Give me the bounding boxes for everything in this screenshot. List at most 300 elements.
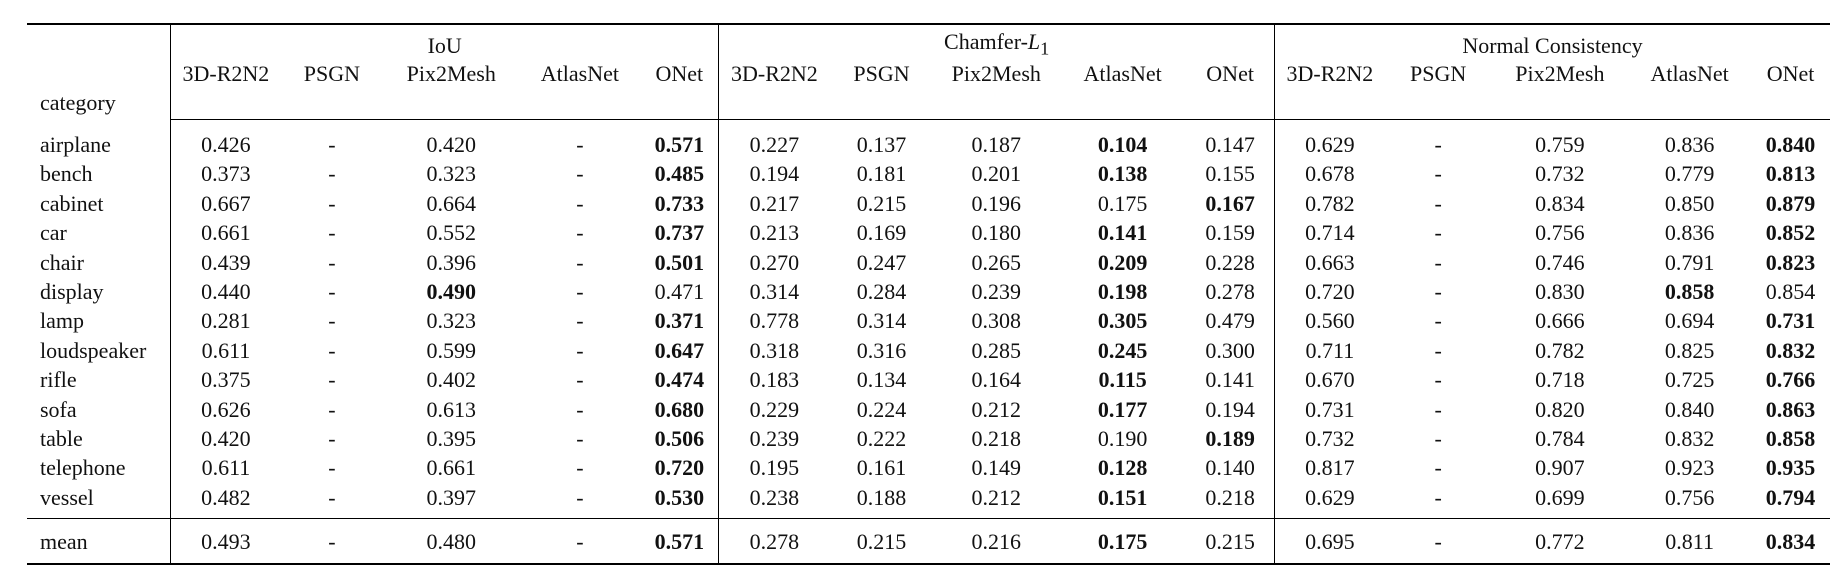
iou-value-cell: - xyxy=(328,249,336,275)
normal-value-cell xyxy=(1751,120,1830,160)
category-cell: table xyxy=(40,425,83,451)
header-spacer-cell xyxy=(1751,89,1830,120)
best-value: 0.115 xyxy=(1098,367,1147,393)
iou-value-cell: - xyxy=(328,484,336,510)
header-spacer-cell xyxy=(719,89,829,120)
iou-value-cell: 0.611 xyxy=(170,454,280,483)
chamfer-value-cell: 0.215 xyxy=(1186,519,1274,565)
iou-value-cell: 0.552 xyxy=(426,220,476,246)
table-row-cabinet xyxy=(27,189,1830,218)
header-spacer-cell xyxy=(1059,89,1186,120)
chamfer-label-italic: L xyxy=(1027,29,1041,54)
normal-value-cell: 0.784 xyxy=(1535,425,1585,451)
iou-value-cell: 0.599 xyxy=(426,337,476,363)
normal-value-cell: - xyxy=(1434,220,1442,246)
normal-value-cell: 0.725 xyxy=(1664,367,1715,393)
header-spacer-cell xyxy=(640,89,719,120)
normal-value-cell: 0.811 xyxy=(1628,519,1751,565)
chamfer-value-cell xyxy=(1059,483,1186,519)
iou-value-cell: - xyxy=(520,519,641,565)
chamfer-value-cell xyxy=(1059,277,1186,306)
normal-value-cell: 0.718 xyxy=(1535,367,1585,393)
best-value: 0.794 xyxy=(1765,484,1816,510)
iou-value-cell: 0.373 xyxy=(170,160,280,189)
table-row-bench xyxy=(27,160,1830,189)
iou-value-cell: - xyxy=(576,161,584,187)
method-header-normal-atlasnet: AtlasNet xyxy=(1650,61,1729,87)
chamfer-value-cell: 0.175 xyxy=(1097,190,1148,216)
normal-value-cell: 0.759 xyxy=(1535,132,1585,158)
best-value: 0.167 xyxy=(1205,190,1255,216)
normal-value-cell: 0.836 xyxy=(1664,220,1715,246)
best-value: 0.501 xyxy=(654,249,705,275)
chamfer-value-cell: 0.318 xyxy=(719,336,829,365)
category-cell: loudspeaker xyxy=(40,337,147,363)
best-value: 0.834 xyxy=(1765,529,1816,555)
header-spacer-row xyxy=(27,89,1830,120)
table-row-airplane xyxy=(27,120,1830,160)
chamfer-value-cell: 0.314 xyxy=(856,308,907,334)
category-cell: bench xyxy=(40,161,93,187)
iou-value-cell: - xyxy=(576,425,584,451)
iou-value-cell: - xyxy=(328,132,336,158)
normal-value-cell: 0.731 xyxy=(1274,395,1384,424)
best-value: 0.209 xyxy=(1097,249,1148,275)
normal-value-cell: - xyxy=(1434,396,1442,422)
normal-value-cell: 0.560 xyxy=(1274,307,1384,336)
chamfer-value-cell: 0.201 xyxy=(971,161,1022,187)
best-value: 0.198 xyxy=(1097,279,1148,305)
method-header-normal-psgn: PSGN xyxy=(1410,61,1467,87)
iou-value-cell: 0.420 xyxy=(170,424,280,453)
normal-value-cell: 0.629 xyxy=(1274,120,1384,160)
normal-value-cell xyxy=(1751,248,1830,277)
best-value: 0.138 xyxy=(1097,161,1148,187)
iou-value-cell: - xyxy=(328,161,336,187)
category-cell: sofa xyxy=(40,396,77,422)
method-header-normal-3d-r2n2: 3D-R2N2 xyxy=(1274,59,1384,89)
chamfer-value-cell: 0.218 xyxy=(1205,484,1255,510)
iou-value-cell: - xyxy=(576,132,584,158)
table-row-chair xyxy=(27,248,1830,277)
normal-value-cell: 0.695 xyxy=(1274,519,1384,565)
normal-value-cell: 0.836 xyxy=(1664,132,1715,158)
iou-value-cell: 0.664 xyxy=(426,190,476,216)
best-value: 0.490 xyxy=(426,279,476,305)
table-row-display xyxy=(27,277,1830,306)
normal-value-cell: - xyxy=(1434,308,1442,334)
category-cell: display xyxy=(40,279,104,305)
header-spacer-cell xyxy=(383,89,520,120)
category-cell: lamp xyxy=(40,308,84,334)
chamfer-value-cell: 0.155 xyxy=(1205,161,1255,187)
method-header-iou-pix2mesh: Pix2Mesh xyxy=(406,61,496,87)
normal-value-cell: 0.772 xyxy=(1491,519,1628,565)
chamfer-value-cell xyxy=(1059,336,1186,365)
normal-value-cell: 0.840 xyxy=(1664,396,1715,422)
iou-value-cell: - xyxy=(328,308,336,334)
normal-value-cell: 0.820 xyxy=(1535,396,1585,422)
normal-value-cell: - xyxy=(1434,484,1442,510)
normal-value-cell: 0.817 xyxy=(1274,454,1384,483)
iou-value-cell xyxy=(640,336,719,365)
category-cell: rifle xyxy=(40,367,77,393)
chamfer-value-cell xyxy=(1059,519,1186,565)
iou-value-cell: - xyxy=(576,220,584,246)
method-header-iou-psgn: PSGN xyxy=(303,61,360,87)
chamfer-value-cell: 0.187 xyxy=(971,132,1022,158)
best-value: 0.245 xyxy=(1097,337,1148,363)
table-row-telephone xyxy=(27,454,1830,483)
header-spacer-cell xyxy=(520,89,641,120)
best-value: 0.189 xyxy=(1205,425,1255,451)
normal-value-cell: 0.711 xyxy=(1274,336,1384,365)
normal-value-cell: 0.756 xyxy=(1535,220,1585,246)
normal-value-cell: 0.746 xyxy=(1535,249,1585,275)
chamfer-value-cell: 0.314 xyxy=(719,277,829,306)
chamfer-value-cell: 0.196 xyxy=(971,190,1022,216)
table-row-sofa xyxy=(27,395,1830,424)
normal-value-cell: 0.699 xyxy=(1535,484,1585,510)
method-header-chamfer-onet: ONet xyxy=(1206,61,1254,87)
chamfer-value-cell: 0.224 xyxy=(856,396,907,422)
iou-value-cell: 0.480 xyxy=(383,519,520,565)
best-value: 0.840 xyxy=(1765,132,1816,158)
normal-value-cell: 0.670 xyxy=(1274,366,1384,395)
iou-value-cell xyxy=(640,160,719,189)
best-value: 0.371 xyxy=(654,308,705,334)
iou-value-cell: 0.440 xyxy=(170,277,280,306)
chamfer-value-cell: 0.194 xyxy=(1205,396,1255,422)
chamfer-value-cell: 0.213 xyxy=(719,219,829,248)
iou-value-cell: - xyxy=(328,337,336,363)
normal-value-cell xyxy=(1751,366,1830,395)
iou-value-cell: 0.471 xyxy=(654,279,705,305)
normal-value-cell: 0.629 xyxy=(1274,483,1384,519)
chamfer-value-cell: 0.149 xyxy=(971,455,1022,481)
chamfer-value-cell: 0.190 xyxy=(1097,425,1148,451)
iou-value-cell: - xyxy=(328,455,336,481)
normal-value-cell: - xyxy=(1434,455,1442,481)
normal-value-cell: 0.732 xyxy=(1535,161,1585,187)
iou-value-cell xyxy=(640,366,719,395)
iou-value-cell xyxy=(640,424,719,453)
chamfer-value-cell: 0.316 xyxy=(856,337,907,363)
iou-value-cell: - xyxy=(576,484,584,510)
normal-value-cell: - xyxy=(1434,132,1442,158)
iou-value-cell xyxy=(640,395,719,424)
group-header-row xyxy=(27,24,1830,59)
iou-value-cell: - xyxy=(576,249,584,275)
best-value: 0.128 xyxy=(1097,455,1148,481)
normal-value-cell: 0.663 xyxy=(1274,248,1384,277)
normal-value-cell: 0.907 xyxy=(1535,455,1585,481)
table-row-mean xyxy=(27,519,1830,565)
chamfer-value-cell: 0.300 xyxy=(1205,337,1255,363)
normal-value-cell: 0.923 xyxy=(1664,455,1715,481)
chamfer-value-cell: 0.215 xyxy=(856,190,907,216)
iou-value-cell: 0.661 xyxy=(170,219,280,248)
group-header-chamfer xyxy=(719,24,1274,59)
chamfer-value-cell: 0.228 xyxy=(1205,249,1255,275)
iou-value-cell: 0.426 xyxy=(170,120,280,160)
iou-value-cell: 0.493 xyxy=(170,519,280,565)
iou-value-cell xyxy=(640,248,719,277)
method-header-iou-onet: ONet xyxy=(655,61,704,87)
iou-value-cell: - xyxy=(576,308,584,334)
normal-value-cell: - xyxy=(1385,519,1492,565)
category-cell: telephone xyxy=(40,455,126,481)
header-spacer-cell xyxy=(1628,89,1751,120)
method-header-chamfer-atlasnet: AtlasNet xyxy=(1083,61,1162,87)
normal-value-cell xyxy=(1628,277,1751,306)
results-table xyxy=(27,23,1830,565)
chamfer-value-cell: 0.479 xyxy=(1205,308,1255,334)
chamfer-value-cell xyxy=(1186,424,1274,453)
best-value: 0.177 xyxy=(1097,396,1148,422)
group-header-iou: IoU xyxy=(170,24,719,59)
chamfer-value-cell: 0.216 xyxy=(934,519,1059,565)
iou-value-cell: 0.323 xyxy=(426,161,476,187)
normal-value-cell xyxy=(1751,424,1830,453)
chamfer-value-cell xyxy=(1059,366,1186,395)
chamfer-value-cell: 0.778 xyxy=(719,307,829,336)
table-row-table xyxy=(27,424,1830,453)
table-row-rifle xyxy=(27,366,1830,395)
chamfer-value-cell xyxy=(1059,248,1186,277)
chamfer-value-cell: 0.181 xyxy=(856,161,907,187)
chamfer-value-cell xyxy=(1059,454,1186,483)
iou-value-cell: - xyxy=(328,279,336,305)
chamfer-value-cell xyxy=(1186,189,1274,218)
best-value: 0.858 xyxy=(1765,425,1816,451)
normal-value-cell: 0.825 xyxy=(1664,337,1715,363)
iou-value-cell: - xyxy=(328,425,336,451)
iou-value-cell: 0.626 xyxy=(170,395,280,424)
chamfer-value-cell: 0.169 xyxy=(856,220,907,246)
iou-value-cell: - xyxy=(328,396,336,422)
chamfer-label: Chamfer- xyxy=(944,29,1028,54)
normal-value-cell xyxy=(1751,454,1830,483)
best-value: 0.151 xyxy=(1097,484,1148,510)
best-value: 0.305 xyxy=(1097,308,1148,334)
method-header-normal-pix2mesh: Pix2Mesh xyxy=(1515,61,1605,87)
chamfer-value-cell: 0.212 xyxy=(971,484,1022,510)
iou-value-cell: - xyxy=(281,519,383,565)
chamfer-value-cell xyxy=(1059,219,1186,248)
best-value: 0.571 xyxy=(654,132,705,158)
header-spacer-cell xyxy=(1491,89,1628,120)
best-value: 0.104 xyxy=(1097,132,1148,158)
header-spacer-cell xyxy=(829,89,933,120)
iou-value-cell xyxy=(640,454,719,483)
method-header-chamfer-3d-r2n2: 3D-R2N2 xyxy=(719,59,829,89)
chamfer-value-cell xyxy=(1059,160,1186,189)
method-header-chamfer-pix2mesh: Pix2Mesh xyxy=(951,61,1041,87)
chamfer-value-cell xyxy=(1059,395,1186,424)
normal-value-cell: 0.678 xyxy=(1274,160,1384,189)
category-header: category xyxy=(40,89,116,115)
chamfer-value-cell: 0.247 xyxy=(856,249,907,275)
best-value: 0.733 xyxy=(654,190,705,216)
normal-value-cell: 0.832 xyxy=(1664,425,1715,451)
normal-value-cell xyxy=(1751,307,1830,336)
best-value: 0.720 xyxy=(654,455,705,481)
chamfer-value-cell: 0.278 xyxy=(1205,279,1255,305)
iou-value-cell xyxy=(640,219,719,248)
best-value: 0.863 xyxy=(1765,396,1816,422)
chamfer-value-cell: 0.164 xyxy=(971,367,1022,393)
chamfer-value-cell: 0.183 xyxy=(719,366,829,395)
chamfer-value-cell: 0.227 xyxy=(719,120,829,160)
iou-value-cell xyxy=(640,189,719,218)
table-row-lamp xyxy=(27,307,1830,336)
header-spacer-cell xyxy=(1274,89,1384,120)
chamfer-value-cell: 0.195 xyxy=(719,454,829,483)
chamfer-value-cell: 0.159 xyxy=(1205,220,1255,246)
normal-value-cell: - xyxy=(1434,190,1442,216)
normal-value-cell xyxy=(1751,189,1830,218)
chamfer-value-cell: 0.137 xyxy=(856,132,907,158)
header-spacer-cell xyxy=(934,89,1059,120)
best-value: 0.647 xyxy=(654,337,705,363)
normal-value-cell: 0.834 xyxy=(1535,190,1585,216)
table-row-loudspeaker xyxy=(27,336,1830,365)
method-header-chamfer-psgn: PSGN xyxy=(853,61,910,87)
best-value: 0.858 xyxy=(1664,279,1715,305)
header-spacer-cell xyxy=(170,89,280,120)
normal-value-cell: - xyxy=(1434,337,1442,363)
iou-value-cell: - xyxy=(576,455,584,481)
normal-value-cell xyxy=(1751,395,1830,424)
normal-value-cell xyxy=(1751,336,1830,365)
iou-value-cell: - xyxy=(576,396,584,422)
chamfer-value-cell: 0.239 xyxy=(719,424,829,453)
chamfer-value-cell: 0.308 xyxy=(971,308,1022,334)
chamfer-value-cell: 0.285 xyxy=(971,337,1022,363)
chamfer-value-cell: 0.188 xyxy=(856,484,907,510)
normal-value-cell: 0.850 xyxy=(1664,190,1715,216)
category-cell: vessel xyxy=(40,484,94,510)
chamfer-value-cell: 0.229 xyxy=(719,395,829,424)
best-value: 0.680 xyxy=(654,396,705,422)
best-value: 0.737 xyxy=(654,220,705,246)
best-value: 0.506 xyxy=(654,425,705,451)
chamfer-value-cell: 0.218 xyxy=(971,425,1022,451)
iou-value-cell: 0.396 xyxy=(426,249,476,275)
header-spacer-cell xyxy=(281,89,383,120)
iou-value-cell: 0.395 xyxy=(426,425,476,451)
iou-value-cell: 0.439 xyxy=(170,248,280,277)
method-header-row xyxy=(27,59,1830,89)
normal-value-cell: 0.782 xyxy=(1535,337,1585,363)
normal-value-cell: - xyxy=(1434,425,1442,451)
iou-value-cell: 0.375 xyxy=(170,366,280,395)
iou-value-cell: - xyxy=(328,220,336,246)
iou-value-cell xyxy=(640,307,719,336)
iou-value-cell xyxy=(640,483,719,519)
normal-value-cell xyxy=(1751,519,1830,565)
header-spacer-cell xyxy=(1385,89,1492,120)
iou-value-cell xyxy=(640,120,719,160)
best-value: 0.571 xyxy=(654,529,705,555)
normal-value-cell: - xyxy=(1434,279,1442,305)
normal-value-cell: - xyxy=(1434,161,1442,187)
iou-value-cell: - xyxy=(328,367,336,393)
table-body xyxy=(27,120,1830,565)
best-value: 0.935 xyxy=(1765,455,1816,481)
method-header-normal-onet: ONet xyxy=(1766,61,1815,87)
normal-value-cell: 0.779 xyxy=(1664,161,1715,187)
normal-value-cell: 0.782 xyxy=(1274,189,1384,218)
normal-value-cell: 0.694 xyxy=(1664,308,1715,334)
iou-value-cell: 0.323 xyxy=(426,308,476,334)
iou-value-cell: 0.397 xyxy=(426,484,476,510)
best-value: 0.832 xyxy=(1765,337,1816,363)
best-value: 0.141 xyxy=(1097,220,1148,246)
normal-value-cell xyxy=(1751,160,1830,189)
iou-value-cell: 0.402 xyxy=(426,367,476,393)
iou-value-cell: 0.611 xyxy=(170,336,280,365)
chamfer-value-cell xyxy=(1059,307,1186,336)
best-value: 0.823 xyxy=(1765,249,1816,275)
table-row-vessel xyxy=(27,483,1830,519)
iou-value-cell: 0.667 xyxy=(170,189,280,218)
chamfer-value-cell: 0.270 xyxy=(719,248,829,277)
normal-value-cell: 0.666 xyxy=(1535,308,1585,334)
chamfer-value-cell: 0.222 xyxy=(856,425,907,451)
chamfer-value-cell xyxy=(1059,120,1186,160)
normal-value-cell xyxy=(1751,219,1830,248)
best-value: 0.813 xyxy=(1765,161,1816,187)
chamfer-label-subscript: 1 xyxy=(1040,38,1050,59)
chamfer-value-cell: 0.278 xyxy=(719,519,829,565)
normal-value-cell: - xyxy=(1434,367,1442,393)
iou-value-cell: - xyxy=(576,279,584,305)
best-value: 0.879 xyxy=(1765,190,1816,216)
header-spacer-cell xyxy=(1186,89,1274,120)
category-cell: cabinet xyxy=(40,190,104,216)
category-cell: airplane xyxy=(40,131,111,157)
normal-value-cell: 0.732 xyxy=(1274,424,1384,453)
chamfer-value-cell: 0.141 xyxy=(1205,367,1255,393)
chamfer-value-cell: 0.284 xyxy=(856,279,907,305)
chamfer-value-cell: 0.161 xyxy=(856,455,907,481)
chamfer-value-cell: 0.194 xyxy=(719,160,829,189)
iou-value-cell: - xyxy=(328,190,336,216)
normal-value-cell xyxy=(1751,483,1830,519)
normal-value-cell: - xyxy=(1434,249,1442,275)
iou-value-cell xyxy=(383,277,520,306)
category-cell: car xyxy=(40,220,67,246)
normal-value-cell: 0.756 xyxy=(1664,484,1715,510)
chamfer-value-cell: 0.238 xyxy=(719,483,829,519)
chamfer-value-cell: 0.212 xyxy=(971,396,1022,422)
normal-value-cell: 0.854 xyxy=(1765,279,1816,305)
best-value: 0.731 xyxy=(1765,308,1816,334)
best-value: 0.485 xyxy=(654,161,705,187)
normal-value-cell: 0.714 xyxy=(1274,219,1384,248)
chamfer-value-cell: 0.239 xyxy=(971,279,1022,305)
iou-value-cell: - xyxy=(576,190,584,216)
method-header-iou-3d-r2n2: 3D-R2N2 xyxy=(170,59,280,89)
category-cell: chair xyxy=(40,249,84,275)
chamfer-value-cell: 0.215 xyxy=(829,519,933,565)
chamfer-value-cell: 0.265 xyxy=(971,249,1022,275)
normal-value-cell: 0.720 xyxy=(1274,277,1384,306)
chamfer-value-cell: 0.147 xyxy=(1205,132,1255,158)
chamfer-value-cell: 0.134 xyxy=(856,367,907,393)
